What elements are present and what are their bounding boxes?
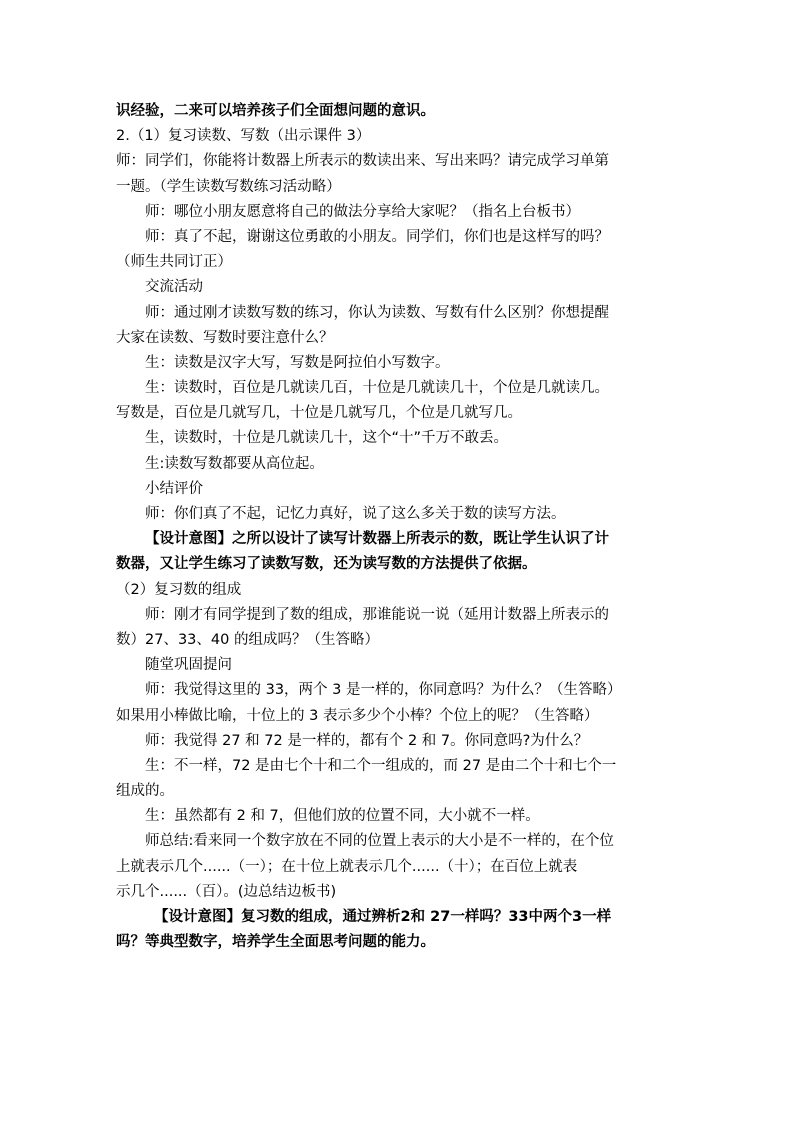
text-line: 师：我觉得 27 和 72 是一样的，都有个 2 和 7。你同意吗?为什么？ [145, 732, 589, 749]
text-line: 写数是，百位是几就写几，十位是几就写几，个位是几就写几。 [116, 405, 522, 422]
text-line: 生：不一样，72 是由七个十和二个一组成的，而 27 是由二个十和七个一 [145, 757, 617, 774]
text-line: 组成的。 [116, 783, 174, 800]
text-line: 师：哪位小朋友愿意将自己的做法分享给大家呢？（指名上台板书） [145, 203, 580, 220]
document-body [116, 99, 676, 955]
text-line: （师生共同订正） [116, 254, 232, 271]
text-line: 师：你们真了不起，记忆力真好，说了这么多关于数的读写方法。 [145, 506, 566, 522]
text-line: （2）复习数的组成 [116, 581, 242, 598]
text-line: 示几个......（百）。(边总结边板书) [116, 883, 337, 900]
text-line: 上就表示几个......（一）；在十位上就表示几个......（十）；在百位上就表 [116, 858, 578, 875]
text-line: 师：刚才有同学提到了数的组成，那谁能说一说（延用计数器上所表示的 [145, 606, 609, 623]
text-line: 生，读数时，十位是几就读几十，这个“十”千万不敢丢。 [145, 430, 509, 447]
text-line: 吗？等典型数字，培养学生全面思考问题的能力。 [116, 934, 435, 951]
text-line: 交流活动 [145, 279, 203, 296]
text-line: 师：通过刚才读数写数的练习，你认为读数、写数有什么区别？你想提醒 [145, 304, 609, 321]
text-line: 随堂巩固提问 [145, 657, 232, 674]
text-line: 生：读数时，百位是几就读几百，十位是几就读几十，个位是几就读几。 [145, 380, 609, 397]
text-line: 生:读数写数都要从高位起。 [145, 455, 324, 472]
text-line: 生：读数是汉字大写，写数是阿拉伯小写数字。 [145, 354, 450, 371]
text-line: 如果用小棒做比喻，十位上的 3 表示多少个小棒？个位上的呢？（生答略） [116, 707, 599, 724]
text-line: 生：虽然都有 2 和 7，但他们放的位置不同，大小就不一样。 [145, 808, 540, 825]
text-line: 大家在读数、写数时要注意什么？ [116, 329, 334, 346]
text-line: 小结评价 [145, 480, 203, 497]
text-line: 师：我觉得这里的 33，两个 3 是一样的，你同意吗？为什么？（生答略） [145, 682, 622, 699]
text-line: 识经验，二来可以培养孩子们全面想问题的意识。 [116, 103, 435, 119]
text-line: 数器，又让学生练习了读数写数，还为读写数的方法提供了依据。 [116, 556, 537, 573]
text-line: 【设计意图】之所以设计了读写计数器上所表示的数，既让学生认识了计 [145, 531, 609, 548]
text-line: 【设计意图】复习数的组成，通过辨析2和 27一样吗？33中两个3一样 [154, 909, 612, 925]
text-line: 一题。（学生读数写数练习活动略） [116, 178, 341, 195]
text-line: 数）27、33、40 的组成吗？（生答略） [116, 631, 379, 648]
text-line: 师：同学们，你能将计数器上所表示的数读出来、写出来吗？请完成学习单第 [116, 153, 609, 170]
text-line: 师总结:看来同一个数字放在不同的位置上表示的大小是不一样的，在个位 [145, 833, 614, 850]
text-line: 2.（1）复习读数、写数（出示课件 3） [116, 128, 371, 145]
text-line: 师：真了不起，谢谢这位勇敢的小朋友。同学们，你们也是这样写的吗？ [145, 228, 609, 245]
